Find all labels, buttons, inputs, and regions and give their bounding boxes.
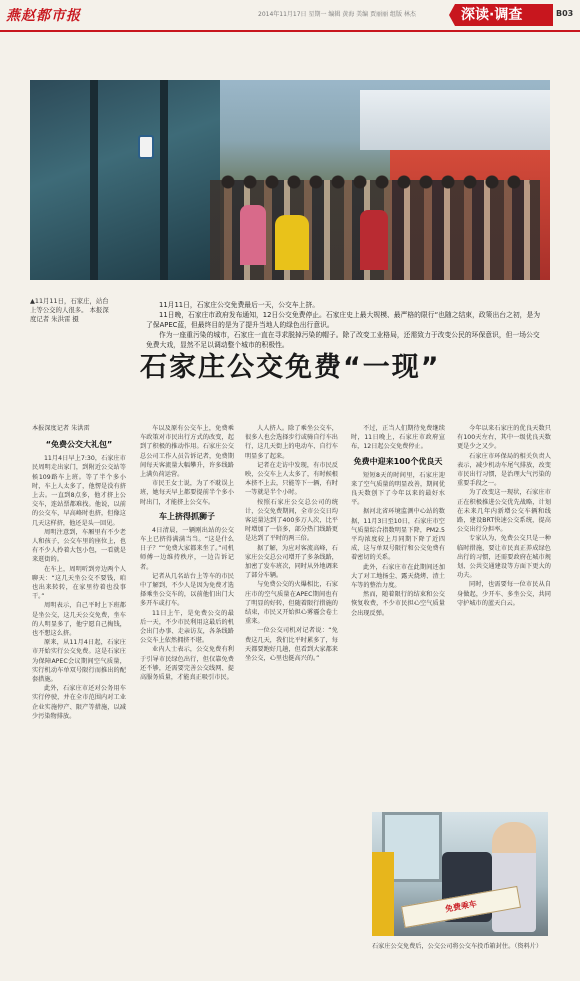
- subheading: 免费中迎来100个优良天: [353, 456, 443, 466]
- body-paragraph: 周明注意到，车厢里有不少老人和孩子，公交车里的座位上，也有不少人拎着大包小包，一看就是来逛街的。: [32, 528, 126, 564]
- body-paragraph: 同时，也需要每一位市民从自身做起，少开车、多坐公交，共同守护城市的蓝天白云。: [457, 581, 551, 607]
- page-number: B03: [556, 9, 574, 18]
- article-column-3: [245, 424, 338, 969]
- issue-meta: 2014年11月17日 星期一 编辑 黄海 美编 贾丽丽 组版 林杰: [258, 11, 416, 18]
- intro-paragraph: 作为一座重污染的城市，石家庄一直在寻求脱掉污染的帽子。除了改变工业格局，还需致力于改变公民的环保意识，但一场公交免费大戏，显然不足以调动整个城市的积极性。: [146, 331, 540, 349]
- body-paragraph: 此外，石家庄市在此期间还加大了对工地扬尘、露天烧烤、渣土车等的整治力度。: [351, 563, 445, 590]
- header-rule: [0, 30, 580, 32]
- crowd-photo: [30, 80, 550, 280]
- body-paragraph: 11日上午，是免费公交的最后一天，不少市民利用这最后的机会出门办事、走亲访友，各条线路公交车上依然拥挤不堪。: [140, 609, 234, 645]
- body-paragraph: 专家认为，免费公交只是一种临时措施，要让市民真正养成绿色出行的习惯，还需要政府在城市规划、公共交通建设等方面下更大的功夫。: [457, 535, 551, 580]
- subheading: 车上挤得抓狮子: [159, 511, 215, 521]
- page-header: [0, 0, 580, 30]
- crowd-heads: [220, 172, 530, 192]
- body-paragraph: 记者在走访中发现，有市民反映，公交车上人太多了，有时候根本挤不上去，只能等下一辆，有时一等就是半个小时。: [245, 461, 338, 497]
- body-paragraph: 此外，石家庄市还对公务用车实行停驶，并在全市范围内对工业企业实施停产、限产等措施，以减少污染物排放。: [32, 685, 126, 720]
- body-paragraph: 石家庄市环保局的相关负责人表示，减少机动车尾气排放，改变市民出行习惯，是治理大气污染的重要手段之一。: [457, 452, 551, 488]
- article-column-5: [457, 424, 551, 804]
- body-paragraph: 据河北省环境监测中心站的数据，11月3日至10日，石家庄市空气质量综合指数明显下降，PM2.5平均浓度较上月同期下降了近四成，这与单双号限行和公交免费有着密切的关系。: [351, 508, 445, 562]
- photo-caption-bottom: 石家庄公交免费后，公交公司将公交车投币箱封住。（资料片）: [372, 943, 543, 950]
- article-intro: [146, 300, 546, 350]
- person-pink-coat: [240, 205, 266, 265]
- subheading: “免费公交大礼包”: [45, 440, 113, 450]
- body-paragraph: 一位公交司机对记者说：“免费这几天，我们比平时累多了，每天都要跑好几趟，但看到大家都来坐公交，心里也挺高兴的。”: [245, 627, 338, 663]
- bus-window-bar: [160, 80, 168, 280]
- person-yellow-coat: [275, 215, 309, 270]
- body-paragraph: 原来，从11月4日起，石家庄市开始实行公交免费。这是石家庄为保障APEC会议期间空气质量，实行机动车单双号限行而推出的配套措施。: [32, 639, 126, 684]
- intro-paragraph: 11月11日，石家庄公交免费最后一天，公交车上挤。: [159, 301, 320, 309]
- article-column-2: [140, 424, 234, 969]
- free-ride-sign: 免费乘车: [401, 886, 521, 928]
- body-paragraph: 不过，正当人们期待免费继续时，11日晚上，石家庄市政府宣布，12日起公交免费停止。: [351, 425, 445, 451]
- headline: 石家庄公交免费“一现”: [140, 352, 441, 383]
- bus-window-bar: [90, 80, 98, 280]
- body-paragraph: 11月4日早上7:30，石家庄市民周明走出家门，到附近公交站等候109路车上班。等了半个多小时，车上人太多了，他愣是没有挤上去。一直到8点多，他才挤上公交车，连站票都难找。他说，以前的公交车，早高峰时也挤，但像这几天这样挤，他还是头一回见。: [32, 455, 126, 527]
- article-column-1: [32, 424, 126, 969]
- bus-stop-sign: [138, 135, 154, 159]
- body-paragraph: 4日清晨，一辆刚出站的公交车上已挤得满满当当。“这是什么日子？”“免费大家都来坐了。”司机师傅一边维持秩序，一边告诉记者。: [140, 526, 234, 571]
- person-red-coat: [360, 210, 388, 270]
- body-paragraph: 为了改变这一现状，石家庄市正在积极推进公交优先战略，计划在未来几年内新增公交车辆和线路，建设BRT快速公交系统，提高公交出行分担率。: [457, 489, 551, 534]
- bus-interior-photo: [372, 812, 548, 936]
- body-paragraph: 业内人士表示，公交免费有利于引导市民绿色出行，但仅靠免费还不够，还需要完善公交线网、提高服务质量，才能真正吸引市民。: [140, 646, 234, 682]
- bus-driver: [492, 822, 536, 932]
- byline: 本报深度记者 朱洪雷: [32, 425, 90, 432]
- intro-paragraph: 11日晚，石家庄市政府发布通知，12日公交免费停止。石家庄史上最大规模、最严格的限行“也随之结束，政策出台之初，是为了保APEC蓝，但最终目的是为了提升当地人的绿色出行意识。: [146, 311, 541, 329]
- article-column-4: [351, 424, 445, 804]
- photo-caption: ▲11月11日，石家庄，站台上等公交的人很多。 本报深度记者 朱洪雷 摄: [30, 297, 109, 323]
- body-paragraph: 与免费公交的火爆相比，石家庄市的空气质量在APEC期间也有了明显的好转，但随着限行措施的结束，市民又开始担心雾霾会卷土重来。: [245, 581, 338, 626]
- body-paragraph: 人人挤人。除了乘坐公交车，很多人也会选择步行或骑自行车出行，这几天街上的电动车、自行车明显多了起来。: [245, 425, 338, 460]
- body-paragraph: 在车上，周明听到旁边两个人聊天：“这几天坐公交不要钱，咱也出来转转，在家里待着也没事干。”: [32, 565, 126, 601]
- body-paragraph: 然而，随着限行的结束和公交恢复收费，不少市民担心空气质量会出现反弹。: [351, 591, 445, 617]
- yellow-pole: [372, 852, 394, 936]
- newspaper-logo: 燕赵都市报: [6, 8, 81, 24]
- body-paragraph: 按照石家庄公交总公司的统计，公交免费期间，全市公交日均客运量达到了400多万人次，比平时增加了一倍多，部分热门线路更是达到了平时的两三倍。: [245, 498, 338, 543]
- body-paragraph: 记者从几名站台上等车的市民中了解到，不少人是因为免费才选择乘坐公交车的，以前他们出门大多开车或打车。: [140, 572, 234, 608]
- bus-window: [30, 80, 220, 280]
- body-paragraph: 周明表示，自己平时上下班都是坐公交，这几天公交免费，坐车的人明显多了，他宁愿自己掏钱，也不想这么挤。: [32, 602, 126, 638]
- section-tab: 深读·调查: [455, 4, 553, 26]
- body-paragraph: 市民王女士说，为了不耽误上班，她每天早上都要提前半个多小时出门，才能挤上公交车。: [140, 480, 234, 506]
- shop-awning: [360, 90, 550, 150]
- body-paragraph: 据了解，为应对客流高峰，石家庄公交总公司增开了多条线路，加密了发车班次，同时从外地调来了部分车辆。: [245, 544, 338, 580]
- body-paragraph: 今年以来石家庄的优良天数只有100天左右，其中一级优良天数更是少之又少。: [457, 425, 551, 451]
- body-paragraph: 短短8天的时间里，石家庄迎来了空气质量的明显改善，期间优良天数创下了今年以来的最好水平。: [351, 471, 445, 507]
- body-paragraph: 车以及原有公交车上，免费乘车政策对市民出行方式的改变，起到了积极的推动作用。石家庄公交总公司工作人员告诉记者，免费期间每天客流量大幅攀升，许多线路上满负荷运营。: [140, 425, 234, 479]
